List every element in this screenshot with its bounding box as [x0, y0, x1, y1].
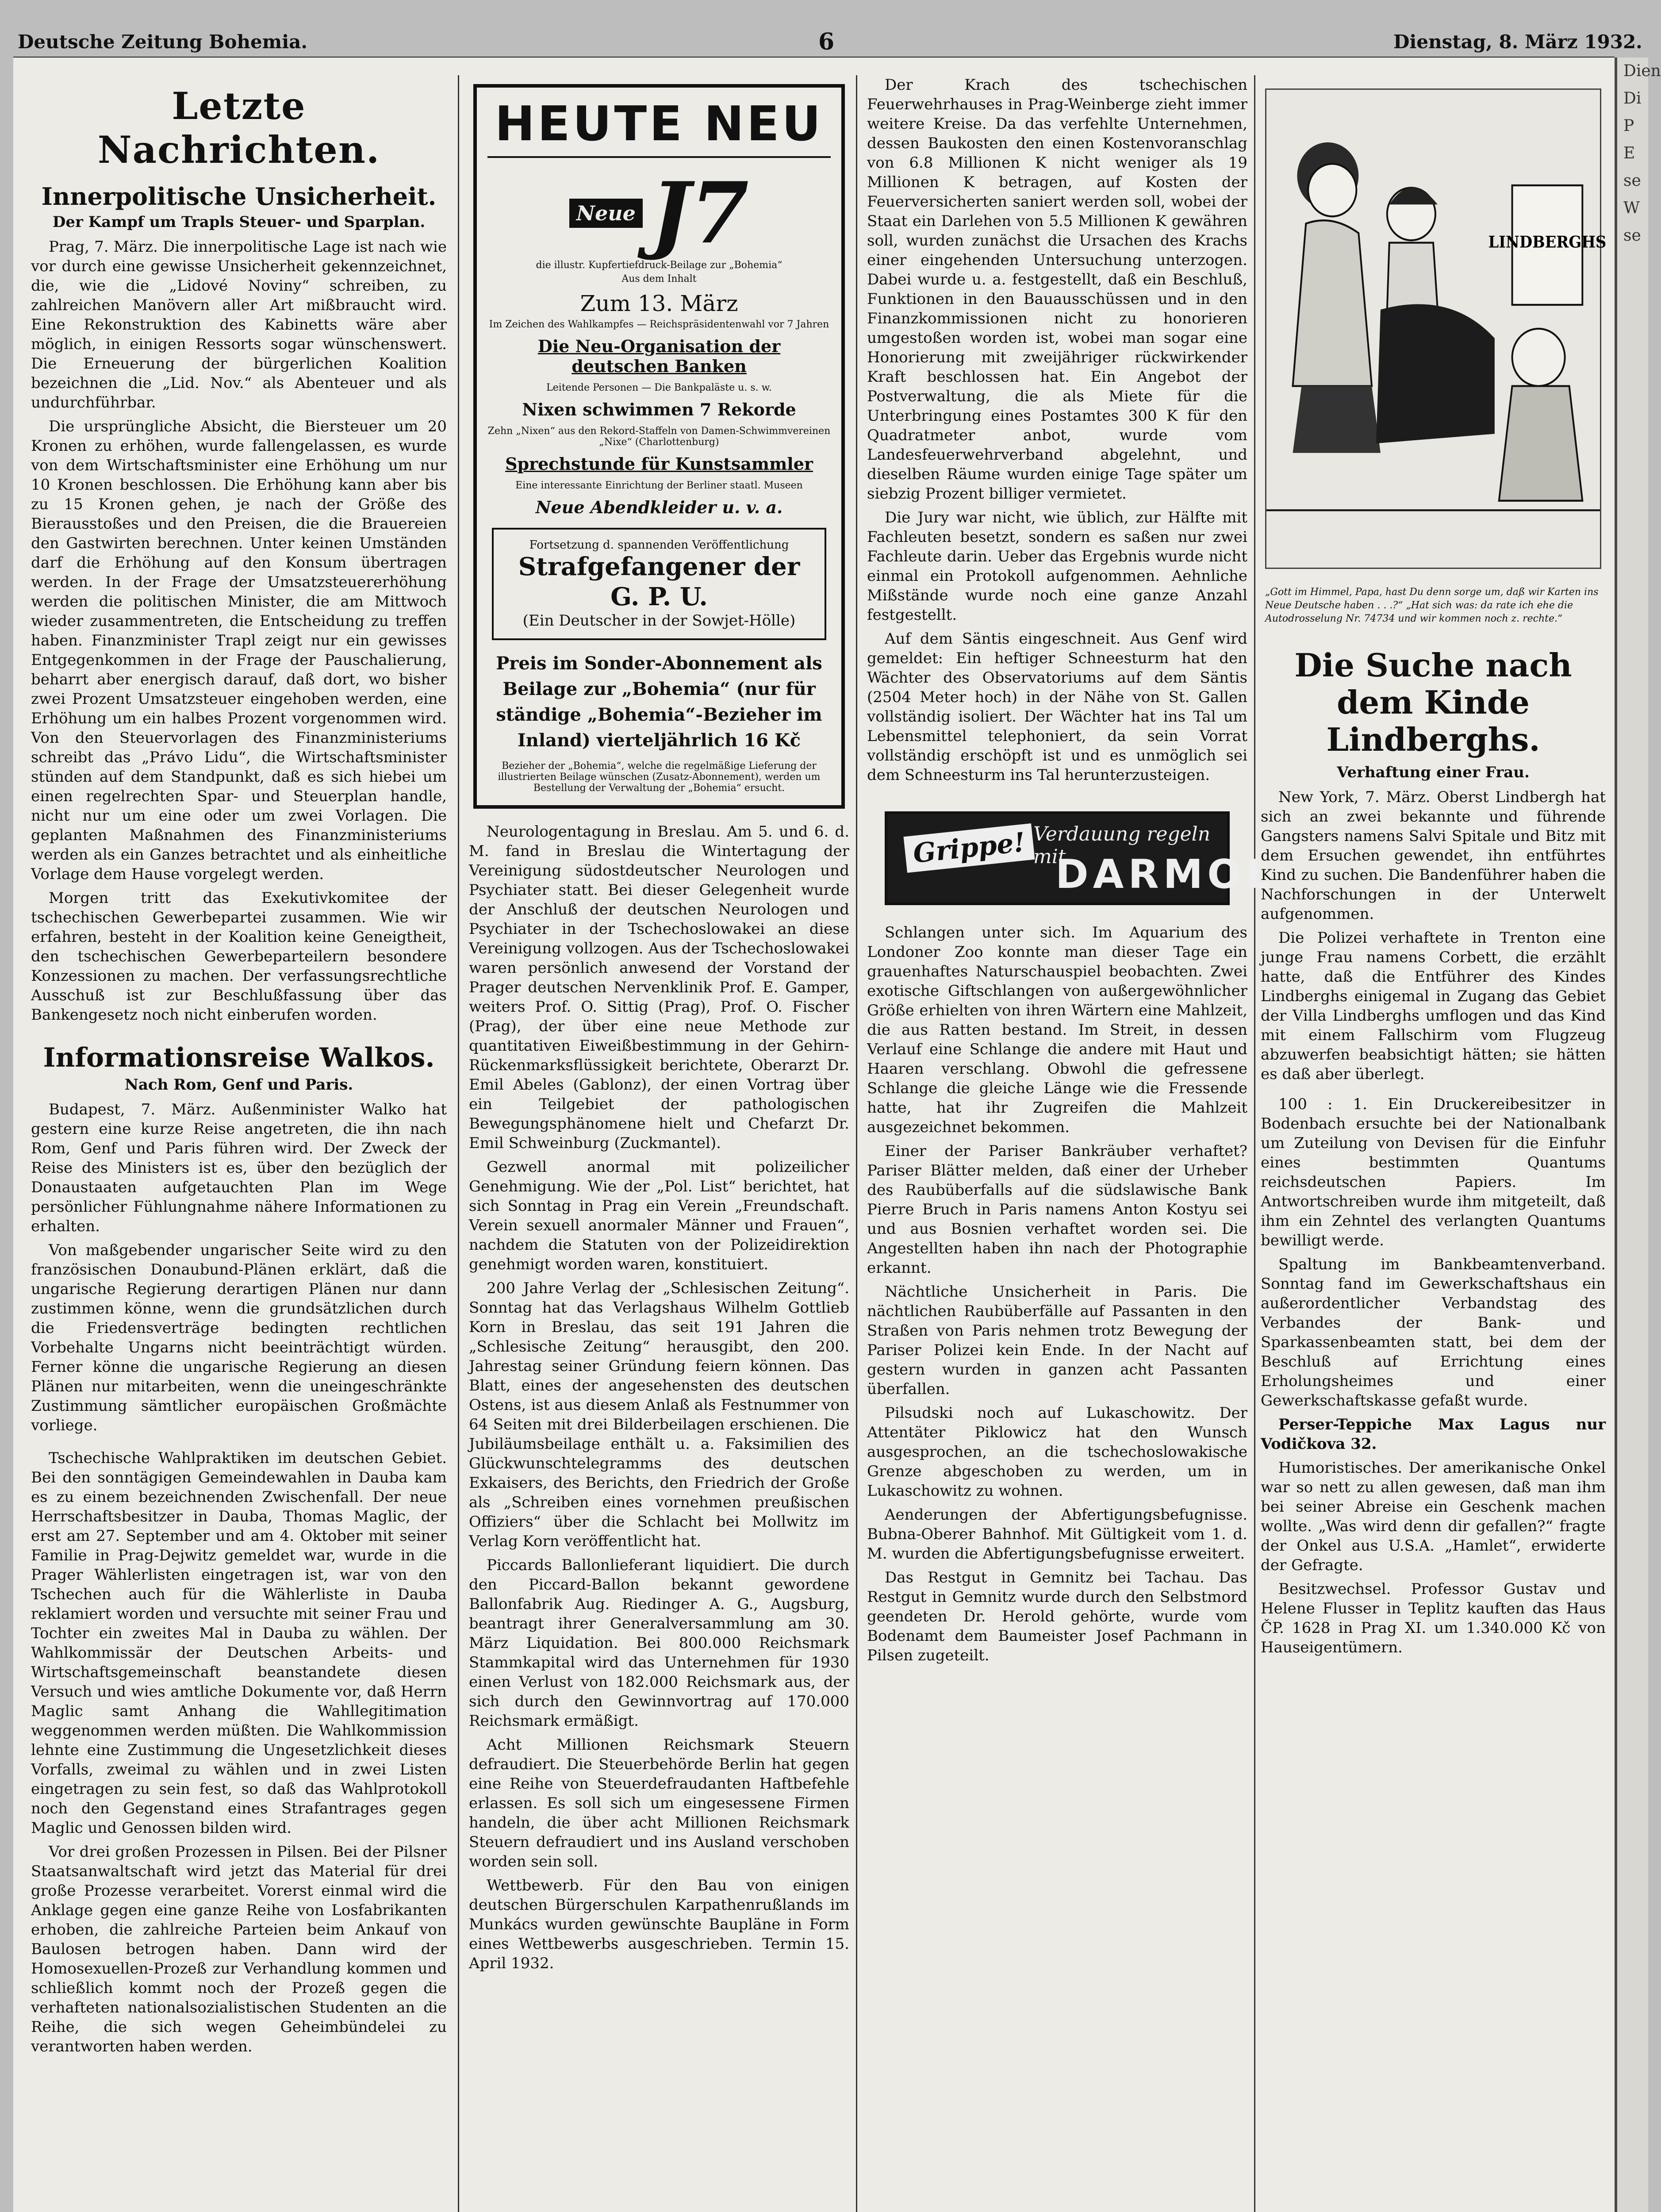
column-divider	[1254, 75, 1255, 2212]
cartoon-poster-text: LINDBERGHS	[1488, 233, 1607, 252]
article-paragraph: Wettbewerb. Für den Bau von einigen deutschen Bürgerschulen Karpathenrußlands im Munkács wurden gewünschte Baupläne in Form eines Wettbewerbs ausgeschrieben. Termin 15. April 1932.	[469, 1877, 849, 1972]
article-paragraph: Schlangen unter sich. Im Aquarium des Londoner Zoo konnte man dieser Tage ein grauenhaftes Naturschauspiel beobachten. Zwei exotische Giftschlangen von außergewöhnlicher Größe erhielten von ihren Wärtern eine Mahlzeit, die aus Ratten bestand. Im Streit, in dessen Verlauf eine Schlange die andere mit Haut und Haaren verschlang. Obwohl die gefressene Schlange die gleiche Länge wie die Fressende hatte, hat ihr Zugreifen die Mahlzeit ausgezeichnet bekommen.	[867, 924, 1247, 1136]
ad-slogan: Verdauung regeln mit	[1033, 823, 1211, 868]
article-paragraph: Der Krach des tschechischen Feuerwehrhauses in Prag-Weinberge zieht immer weitere Kreise. Da das verfehlte Unternehmen, dessen Baukosten den einen Kostenvoranschlag von 6.8 Millionen K nicht weniger als 19 Millionen K betragen, auf Kosten der Feuerversicherten saniert werden soll, wobei der Staat ein Darlehen von 5.5 Millionen K gewähren soll, wurden zunächst die Ursachen des Krachs einer eingehenden Untersuchung unterzogen. Dabei wurde u. a. festgestellt, daß ein Beschluß, Funktionen in den Bauausschüssen und in den Finanzkommissionen nicht zu honorieren umgestoßen worden ist, wobei man sogar eine Honorierung mit zweijähriger rückwirkender Kraft beschlossen hat. Ein Angebot der Postverwaltung, die als Miete für die Unterbringung eines Postamtes 300 K für den Quadratmeter anbot, wurde vom Landesfeuerwehrverband abgelehnt, und dieselben Räume wurden einige Tage später um siebzig Prozent billiger vermietet.	[867, 76, 1247, 503]
article-paragraph: Die Jury war nicht, wie üblich, zur Hälfte mit Fachleuten besetzt, sondern es saßen nur zwei Fachleute darin. Ueber das Ergebnis wurde nicht einmal ein Protokoll aufgenommen. Aehnliche Mißstände wurde noch eine ganze Anzahl festgestellt.	[867, 509, 1247, 624]
ad-grippe-label: Grippe!	[904, 823, 1035, 873]
article-title: Informationsreise Walkos.	[43, 1042, 435, 1073]
article-paragraph: Vor drei großen Prozessen in Pilsen. Bei der Pilsner Staatsanwaltschaft wird jetzt das Material für drei große Prozesse verarbeitet. Vorerst einmal wird die Anklage gegen eine ganze Reihe von Losfabrikanten erhoben, die zahlreiche Parteien beim Ankauf von Baulosen betrogen haben. Dann wird der Homosexuellen-Prozeß zur Verhandlung kommen und schließlich kommt noch der Prozeß gegen die verhafteten nationalsozialistischen Studenten an die Reihe, die sich wegen Geheimbündelei zu verantworten haben werden.	[31, 1843, 447, 2055]
article-paragraph: Die ursprüngliche Absicht, die Biersteuer um 20 Kronen zu erhöhen, wurde fallengelassen, es wurde von dem Wirtschaftsminister eine Erhöhung um nur 10 Kronen beschlossen. Die Erhöhung kann aber bis zu 15 Kronen gehen, je nach der Größe des Bierausstoßes und den Preisen, die die Brauereien den Gastwirten berechnen. Unter keinen Umständen darf die Erhöhung auf den Konsum übertragen werden. In der Frage der Umsatzsteuererhöhung werden die politischen Minister, die am Mittwoch wieder zusammentreten, die Entscheidung zu treffen haben. Finanzminister Trapl zeigt nur ein gewisses Entgegenkommen in der Frage der Pauschalierung, beharrt aber energisch darauf, daß dort, wo bisher zwei Prozent Umsatzsteuer eingehoben werden, eine Erhöhung um ein halbes Prozent vorgenommen wird. Von den Steuervorlagen des Finanzministeriums schreibt das „Právo Lidu“, die Wirtschaftsminister stünden auf dem Standpunkt, daß es sich hiebei um einen regelrechten Spar- und Steuerplan handle, nicht nur um eine oder um zwei Vorlagen. Die geplanten Maßnahmen des Finanzministeriums werden als ein Ganzes betrachtet und als einheitliche Vorlage dem Hause vorgelegt werden.	[31, 418, 447, 883]
article-kicker: Nach Rom, Genf und Paris.	[124, 1076, 353, 1094]
cartoon-drawing	[1266, 90, 1607, 568]
article-paragraph: Das Restgut in Gemnitz bei Tachau. Das Restgut in Gemnitz wurde durch den Selbstmord geendeten Dr. Herold gehörte, wurde vom Bodenamt dem Baumeister Josef Pachmann in Pilsen zugeteilt.	[867, 1569, 1247, 1664]
ad-j7-logo: J7	[650, 164, 749, 262]
ad-text: Leitende Personen — Die Bankpaläste u. s. w.	[546, 382, 772, 393]
page-number: 6	[818, 28, 835, 55]
column-2	[469, 75, 849, 2212]
ad-text: Die Neu-Organisation der deutschen Banken	[537, 336, 781, 376]
ad-text: Nixen schwimmen 7 Rekorde	[522, 399, 796, 419]
masthead	[0, 27, 1646, 58]
article-kicker: Der Kampf um Trapls Steuer- und Sparplan.	[52, 213, 426, 231]
article-paragraph: Nächtliche Unsicherheit in Paris. Die nächtlichen Raubüberfälle auf Passanten in den Straßen von Paris nehmen trotz Bewegung der Pariser Polizei kein Ende. In der Nacht auf gestern wurden in ganzen acht Passanten überfallen.	[867, 1283, 1247, 1398]
cartoon-caption: „Gott im Himmel, Papa, hast Du denn sorge um, daß wir Karten ins Neue Deutsche haben . . .?“ „Hat sich was: da rate ich ehe die Autodrosselung Nr. 74734 und wir kommen noch z. rechte.“	[1265, 587, 1599, 624]
ad-footnote: Bezieher der „Bohemia“, welche die regelmäßige Lieferung der illustrierten Beilage wünschen (Zusatz-Abonnement), werden um Bestellung der Verwaltung der „Bohemia“ ersucht.	[498, 760, 821, 794]
ad-text: Sprechstunde für Kunstsammler	[505, 454, 813, 474]
article-title: Innerpolitische Unsicherheit.	[41, 182, 437, 211]
article-paragraph: Neurologentagung in Breslau. Am 5. und 6. d. M. fand in Breslau die Wintertagung der Vereinigung südostdeutscher Neurologen und Psychiater statt. Bei dieser Gelegenheit wurde der Anschluß der deutschen Neurologen und Psychiater in der Tschechoslowakei an diese Vereinigung vollzogen. Aus der Tschechoslowakei waren persönlich anwesend der Vorstand der Prager deutschen Nervenklinik Prof. E. Gamper, weiters Prof. O. Sittig (Prag), Prof. O. Fischer (Prag), der über eine neue Methode zur quantitativen Eiweißbestimmung in der Gehirn-Rückenmarksflüssigkeit berichtete, Oberarzt Dr. Emil Abeles (Gablonz), der einen Vortrag über ein Teilgebiet der pathologischen Bewegungsphänomene hielt und Chefarzt Dr. Emil Schweinburg (Zuckmantel).	[469, 823, 849, 1152]
article-paragraph: Tschechische Wahlpraktiken im deutschen Gebiet. Bei den sonntägigen Gemeindewahlen in Dauba kam es zu einem bezeichnenden Zwischenfall. Der neue Herrschaftsbesitzer in Dauba, Thomas Maglic, der erst am 27. September und am 4. Oktober mit seiner Familie in Prag-Dejwitz gemeldet war, wurde in die Prager Wählerlisten eingetragen ist, war von den Tschechen auch für die Wählerliste in Dauba reklamiert worden und versuchte mit seiner Frau und Tochter ein zweites Mal in Dauba zu wählen. Der Wahlkommissär der Deutschen Arbeits- und Wirtschaftsgemeinschaft beanstandete diesen Versuch und wies amtliche Dokumente vor, daß Herrn Maglic samt Anhang die Wahllegitimation weggenommen werden müßten. Die Wahlkommission lehnte eine Zustimmung die Ungesetzlichkeit dieses Vorfalls, zweimal zu wählen und in zwei Listen eingetragen zu sein fest, so daß das Wahlprotokoll noch den Gegenstand eines Strafantrages gegen Maglic und Genossen bilden wird.	[31, 1449, 447, 1837]
article-paragraph: Gezwell anormal mit polizeilicher Genehmigung. Wie der „Pol. List“ berichtet, hat sich Sonntag in Prag ein Verein „Freundschaft. Verein sexuell anormaler Männer und Frauen“, nachdem die Statuten von der Polizeidirektion genehmigt worden waren, konstituiert.	[469, 1158, 849, 1273]
issue-date: Dienstag, 8. März 1932.	[1393, 31, 1642, 53]
cartoon-illustration	[1265, 88, 1607, 569]
ad-headline: HEUTE NEU	[487, 96, 831, 158]
column-3	[867, 75, 1276, 2212]
newspaper-page	[13, 58, 1615, 2212]
article-paragraph: Prag, 7. März. Die innerpolitische Lage ist nach wie vor durch eine gewisse Unsicherheit gekennzeichnet, die, wie die „Lidové Noviny“ schreiben, zu zahlreichen Manövern aller Art mißbraucht wird. Eine Rekonstruktion des Kabinetts wäre aber möglich, in einigen Ressorts sogar wünschenswert. Die Erneuerung der bürgerlichen Koalition bezeichnen die „Lid. Nov.“ als Abenteuer und als undurchführbar.	[31, 238, 447, 411]
advertisement-darmol	[885, 811, 1276, 905]
column-1	[31, 75, 447, 2212]
ad-text: Eine interessante Einrichtung der Berliner staatl. Museen	[515, 480, 803, 491]
article-paragraph: Aenderungen der Abfertigungsbefugnisse. Bubna-Oberer Bahnhof. Mit Gültigkeit vom 1. d. M. wurden die Abfertigungsbefugnisse erweitert.	[867, 1506, 1247, 1563]
article-paragraph: Piccards Ballonlieferant liquidiert. Die durch den Piccard-Ballon bekannt gewordene Ballonfabrik Aug. Riedinger A. G., Augsburg, beantragt ihrer Generalversammlung am 30. März Liquidation. Bei 800.000 Reichsmark Stammkapital wird das Unternehmen für 1930 einen Verlust von 182.000 Reichsmark aus, der sich durch den Gewinnvortrag auf 170.000 Reichsmark ermäßigt.	[469, 1556, 849, 1730]
ad-serial-intro: Fortsetzung d. spannenden Veröffentlichung	[529, 538, 789, 552]
ad-text: die illustr. Kupfertiefdruck-Beilage zur „Bohemia“	[536, 260, 783, 271]
ad-serial-subtitle: (Ein Deutscher in der Sowjet-Hölle)	[522, 612, 796, 630]
article-paragraph: Auf dem Säntis eingeschneit. Aus Genf wird gemeldet: Ein heftiger Schneesturm hat den Wächter des Observatoriums auf dem Säntis (2504 Meter hoch) in der Nähe von St. Gallen vollständig isoliert. Der Wächter hat ins Tal um Lebensmittel telephoniert, da sein Vorrat vollständig erschöpft ist und es unmöglich sei dem Schneesturm ins Tal herunterzusteigen.	[867, 630, 1247, 784]
ad-text: Zehn „Nixen“ aus den Rekord-Staffeln von Damen-Schwimmvereinen „Nixe“ (Charlottenburg)	[487, 426, 831, 448]
ad-text: Im Zeichen des Wahlkampfes — Reichspräsidentenwahl vor 7 Jahren	[489, 319, 829, 330]
ad-logo-row	[487, 164, 831, 262]
article-paragraph: Spaltung im Bankbeamtenverband. Sonntag fand im Gewerkschaftshaus ein außerordentlicher Verbandstag des Verbandes der Bank- und Sparkassenbeamten statt, bei dem der Beschluß auf Errichtung eines Erholungsheimes und einer Gewerkschaftskasse gefaßt wurde.	[1261, 1256, 1606, 1409]
article-paragraph: Einer der Pariser Bankräuber verhaftet? Pariser Blätter melden, daß einer der Urheber des Raubüberfalls auf die südslawische Bank Pierre Bruch in Paris namens Anton Kostyu sei und aus Bosnien verhaftet worden sei. Die Angestellten haben ihn nach der Photographie erkannt.	[867, 1142, 1247, 1277]
ad-date: Zum 13. März	[580, 291, 738, 316]
ad-serial-title: Strafgefangener der G. P. U.	[518, 552, 800, 611]
article-paragraph: Humoristisches. Der amerikanische Onkel war so nett zu allen gewesen, daß man ihm bei seiner Abreise ein Geschenk machen wollte. „Was wird denn dir gefallen?“ fragte der Onkel aus U.S.A. „Hamlet“, erwiderte der Gefragte.	[1261, 1459, 1606, 1574]
article-paragraph: New York, 7. März. Oberst Lindbergh hat sich an zwei bekannte und führende Gangsters namens Salvi Spitale und Bitz mit dem Ersuchen gewendet, ihn entführtes Kind zu suchen. Die Bandenführer haben die Nachforschungen in der Unterwelt aufgenommen.	[1261, 788, 1606, 923]
ad-neue-label: Neue	[569, 199, 643, 228]
article-paragraph: Morgen tritt das Exekutivkomitee der tschechischen Gewerbepartei zusammen. Wie wir erfahren, besteht in der Koalition keine Geneigtheit, den tschechischen Gewerbeparteilern besondere Konzessionen zu machen. Der verfassungsrechtliche Ausschuß ist zur Beschlußfassung über das Bankengesetz noch nicht einberufen worden.	[31, 889, 447, 1024]
article-paragraph: 100 : 1. Ein Druckereibesitzer in Bodenbach ersuchte bei der Nationalbank um Zuteilung von Devisen für die Einfuhr eines bestimmten Quantums reichsdeutschen Papiers. Im Antwortschreiben wurde ihm mitgeteilt, daß ihm ein Zehntel des verlangten Quantums bewilligt werde.	[1261, 1095, 1606, 1249]
article-paragraph: Budapest, 7. März. Außenminister Walko hat gestern eine kurze Reise angetreten, die ihn nach Rom, Genf und Paris führen wird. Der Zweck der Reise des Ministers ist es, über den bezüglich der Donaustaaten aufgetauchten Plan im Wege persönlicher Fühlungnahme nähere Informationen zu erhalten.	[31, 1101, 447, 1235]
ad-text: Aus dem Inhalt	[621, 273, 697, 284]
article-paragraph: Die Polizei verhaftete in Trenton eine junge Frau namens Corbett, die erzählt hatte, daß die Entführer des Kindes Lindberghs einigemal in Zugang das Gebiet der Villa Lindberghs umflogen und das Kind mit einem Fallschirm vom Flugzeug abzuwerfen beabsichtigt hätten; sie hätten es daß aber überlegt.	[1261, 929, 1606, 1083]
newspaper-name: Deutsche Zeitung Bohemia.	[18, 31, 307, 53]
column-divider	[856, 75, 857, 2212]
article-paragraph: Acht Millionen Reichsmark Steuern defraudiert. Die Steuerbehörde Berlin hat gegen eine Reihe von Steuerdefraudanten Haftbefehle erlassen. Es soll sich um eingesessene Firmen handeln, die über acht Millionen Reichsmark Steuern defraudiert und ins Ausland verschoben worden sein soll.	[469, 1736, 849, 1870]
article-paragraph: Besitzwechsel. Professor Gustav und Helene Flusser in Teplitz kauften das Haus ČP. 1628 in Prag XI. um 1.340.000 Kč von Hauseigentümern.	[1261, 1580, 1606, 1656]
ad-serial-box	[492, 528, 826, 640]
ad-brand-darmol: DARMOL	[1055, 851, 1276, 898]
section-heading: Letzte Nachrichten.	[97, 84, 380, 172]
article-paragraph: Pilsudski noch auf Lukaschowitz. Der Attentäter Piklowicz hat den Wunsch ausgesprochen, an die tschechoslowakische Grenze abgeschoben zu werden, um in Lukaschowitz zu wohnen.	[867, 1404, 1247, 1500]
article-title: Die Suche nach dem Kinde Lindberghs.	[1294, 646, 1572, 758]
article-paragraph: Von maßgebender ungarischer Seite wird zu den französischen Donaubund-Plänen erklärt, daß die ungarische Regierung derartigen Plänen nur dann zustimmen könne, wenn die grundsätzlichen durch die Friedensverträge bedingten rechtlichen Vorbehalte Ungarns nicht beeinträchtigt würden. Ferner könne die ungarische Regierung an diesen Plänen nur mitarbeiten, wenn die uneingeschränkte Zustimmung sämtlicher europäischen Großmächte vorliege.	[31, 1241, 447, 1434]
article-kicker: Verhaftung einer Frau.	[1337, 764, 1530, 781]
ad-price: Preis im Sonder-Abonnement als Beilage zur „Bohemia“ (nur für ständige „Bohemia“-Bezieher im Inland) vierteljährlich 16 Kč	[496, 653, 822, 751]
article-paragraph: 200 Jahre Verlag der „Schlesischen Zeitung“. Sonntag hat das Verlagshaus Wilhelm Gottlieb Korn in Breslau, das seit 191 Jahren die „Schlesische Zeitung“ herausgibt, den 200. Jahrestag seiner Gründung feiern können. Das Blatt, eines der angesehensten des deutschen Ostens, ist aus diesem Anlaß als Festnummer von 64 Seiten mit drei Bilderbeilagen erschienen. Die Jubiläumsbeilage enthält u. a. Faksimilien des Glückwunschtelegramms des deutschen Exkaisers, des Berichts, den Friedrich der Große als „Schreiben eines vornehmen preußischen Offiziers“ über die Schlacht bei Mollwitz im Verlag Korn veröffentlicht hat.	[469, 1279, 849, 1550]
article-paragraph: Perser-Teppiche Max Lagus nur Vodičkova 32.	[1261, 1416, 1606, 1453]
column-4	[1261, 75, 1606, 2212]
advertisement-bohemia	[473, 84, 845, 809]
adjacent-page-edge: Dien Di P E se W se	[1615, 58, 1648, 2212]
ad-text: Neue Abendkleider u. v. a.	[535, 497, 783, 517]
column-divider	[458, 75, 459, 2212]
